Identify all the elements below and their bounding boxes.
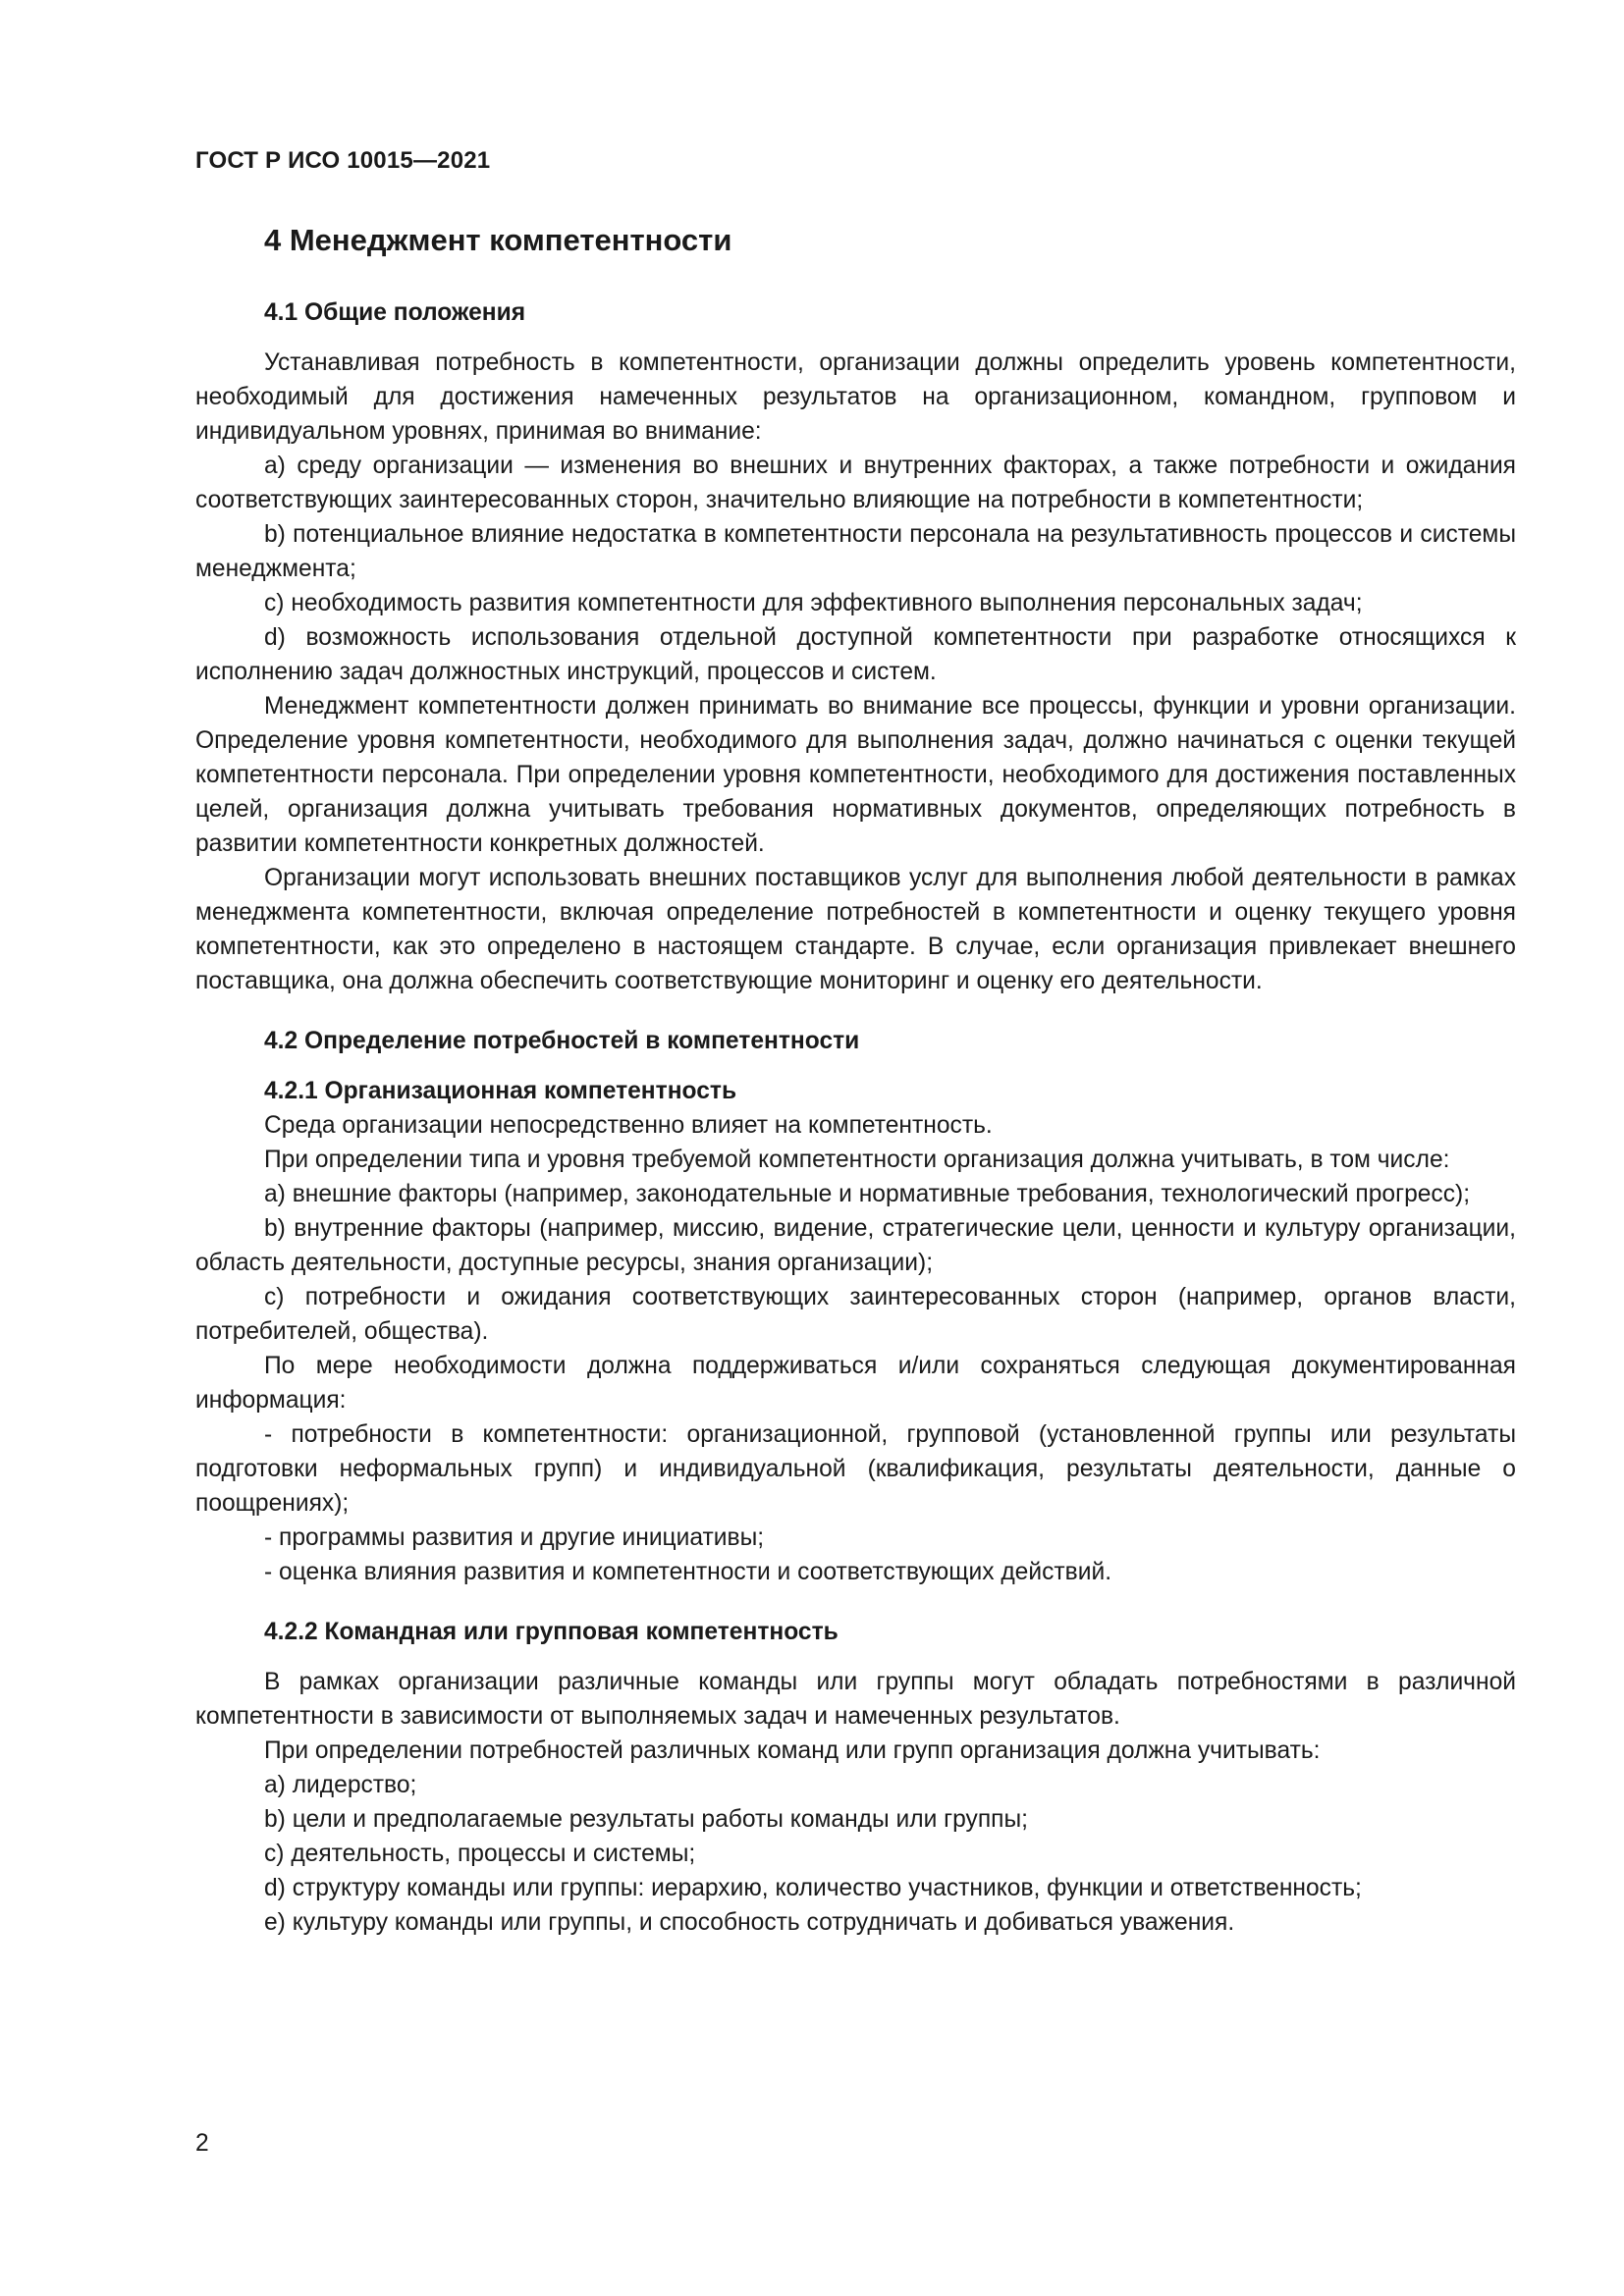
list-item: c) необходимость развития компетентности для эффективного выполнения персональных задач; xyxy=(264,590,1363,616)
list-item: b) цели и предполагаемые результаты работы команды или группы; xyxy=(264,1806,1028,1833)
subsection-title-4-2: 4.2 Определение потребностей в компетентности xyxy=(264,1028,860,1054)
section-title: 4 Менеджмент компетентности xyxy=(264,223,732,257)
list-item: b) внутренние факторы (например, миссию, видение, стратегические цели, ценности и культуру организации, область деятельности, доступные ресурсы, знания организации); xyxy=(195,1215,1516,1276)
list-item: а) среду организации — изменения во внешних и внутренних факторах, а также потребности и ожидания соответствующих заинтересованных сторон, значительно влияющие на потребности в компетентности; xyxy=(195,453,1516,513)
subsection-title-4-2-1: 4.2.1 Организационная компетентность xyxy=(264,1078,737,1104)
subsection-title-4-1: 4.1 Общие положения xyxy=(264,299,526,326)
document-body xyxy=(195,221,1516,1940)
list-item: а) лидерство; xyxy=(264,1772,417,1798)
paragraph: Устанавливая потребность в компетентности, организации должны определить уровень компетентности, необходимый для достижения намеченных результатов на организационном, командном, групповом и индивидуальном уровнях, принимая во внимание: xyxy=(195,349,1516,445)
paragraph: При определении потребностей различных команд или групп организация должна учитывать: xyxy=(264,1737,1321,1764)
document-header: ГОСТ Р ИСО 10015—2021 xyxy=(195,147,491,174)
paragraph: По мере необходимости должна поддерживаться и/или сохраняться следующая документированная информация: xyxy=(195,1353,1516,1414)
list-item: c) потребности и ожидания соответствующих заинтересованных сторон (например, органов власти, потребителей, общества). xyxy=(195,1284,1516,1345)
list-item: - потребности в компетентности: организационной, групповой (установленной группы или результаты подготовки неформальных групп) и индивидуальной (квалификация, результаты деятельности, данные о поощрениях); xyxy=(195,1421,1516,1517)
paragraph: Менеджмент компетентности должен принимать во внимание все процессы, функции и уровни организации. Определение уровня компетентности, необходимого для выполнения задач, должно начинаться с оценки текущей компетентности персонала. При определении уровня компетентности, необходимого для достижения поставленных целей, организация должна учитывать требования нормативных документов, определяющих потребность в развитии компетентности конкретных должностей. xyxy=(195,693,1516,857)
paragraph: В рамках организации различные команды или группы могут обладать потребностями в различной компетентности в зависимости от выполняемых задач и намеченных результатов. xyxy=(195,1669,1516,1730)
list-item: - оценка влияния развития и компетентности и соответствующих действий. xyxy=(264,1559,1112,1585)
list-item: а) внешние факторы (например, законодательные и нормативные требования, технологический прогресс); xyxy=(264,1181,1471,1207)
paragraph: Организации могут использовать внешних поставщиков услуг для выполнения любой деятельности в рамках менеджмента компетентности, включая определение потребностей в компетентности и оценку текущего уровня компетентности, как это определено в настоящем стандарте. В случае, если организация привлекает внешнего поставщика, она должна обеспечить соответствующие мониторинг и оценку его деятельности. xyxy=(195,865,1516,994)
list-item: b) потенциальное влияние недостатка в компетентности персонала на результативность процессов и системы менеджмента; xyxy=(195,521,1516,582)
page-number: 2 xyxy=(195,2130,209,2157)
list-item: e) культуру команды или группы, и способность сотрудничать и добиваться уважения. xyxy=(264,1909,1235,1936)
list-item: c) деятельность, процессы и системы; xyxy=(264,1841,696,1867)
paragraph: При определении типа и уровня требуемой компетентности организация должна учитывать, в том числе: xyxy=(264,1147,1450,1173)
paragraph: Среда организации непосредственно влияет на компетентность. xyxy=(264,1112,993,1139)
subsection-title-4-2-2: 4.2.2 Командная или групповая компетентность xyxy=(264,1619,839,1645)
list-item: d) структуру команды или группы: иерархию, количество участников, функции и ответственность; xyxy=(264,1875,1362,1901)
list-item: - программы развития и другие инициативы; xyxy=(264,1524,765,1551)
list-item: d) возможность использования отдельной доступной компетентности при разработке относящихся к исполнению задач должностных инструкций, процессов и систем. xyxy=(195,624,1516,685)
